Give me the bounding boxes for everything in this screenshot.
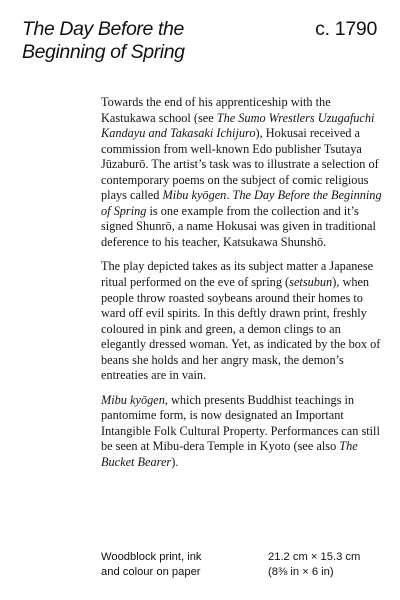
artwork-dimensions-cm: 21.2 cm × 15.3 cm (268, 551, 361, 563)
description-text (101, 95, 382, 480)
paragraph-1-term-mibu-kyogen: Mibu kyōgen (162, 188, 227, 203)
artwork-title-line-2: Beginning of Spring (22, 41, 185, 63)
paragraph-1-text-c: ), Hokusai received a commission from well-known Edo publisher Tsutaya Jūzaburō. The artist’s task was to illustrate a selection of contemporary poems on the subject of comic religious plays called (101, 126, 379, 203)
paragraph-3-term-mibu-kyogen: Mibu kyōgen (101, 392, 165, 407)
paragraph-1-title-reference: The Day Before the Beginning of Spring (101, 188, 382, 218)
artwork-medium-line-2: and colour on paper (101, 566, 201, 578)
artwork-dimensions (268, 550, 388, 580)
artwork-medium (101, 550, 251, 580)
paragraph-3-text-b: , which presents Buddhist teachings in pantomime form, is now designated an Important Intangible Folk Cultural Property. Performances can still be seen at Mibu-dera Temple in Kyoto (see also (101, 392, 380, 454)
artwork-title-line-1: The Day Before the (22, 18, 184, 40)
paragraph-1-text-a: Towards the end of his apprenticeship with the Kastukawa school (see (101, 95, 331, 125)
artwork-title (22, 18, 252, 64)
paragraph-3-text-d: ). (171, 455, 179, 470)
paragraph-2-text-c: ), when people throw roasted soybeans around their homes to ward off evil spirits. In this deftly drawn print, freshly coloured in pink and green, a demon clings to an elegantly dressed woman. Yet, as indicated by the box of beans she holds and her angry mask, the demon’s entreaties are in vain. (101, 275, 381, 383)
artwork-dimensions-in: (8⅜ in × 6 in) (268, 566, 334, 578)
paragraph-2-term-setsubun: setsubun (289, 275, 333, 290)
paragraph-2 (101, 259, 382, 383)
paragraph-3 (101, 393, 382, 471)
paragraph-2-text-a: The play depicted takes as its subject matter a Japanese ritual performed on the eve of spring ( (101, 259, 374, 290)
artwork-medium-line-1: Woodblock print, ink (101, 551, 202, 563)
paragraph-1-text-e: . (226, 188, 233, 203)
paragraph-1-text-g: is one example from the collection and it’s signed Shunrō, a name Hokusai was given in traditional deference to his teacher, Katsukawa Shunshō. (101, 203, 376, 249)
paragraph-1-reference-sumo-wrestlers: The Sumo Wrestlers Uzugafuchi Kandayu and Takasaki Ichijuro (101, 110, 375, 141)
paragraph-1 (101, 95, 382, 250)
artwork-date: c. 1790 (315, 18, 377, 40)
paragraph-3-reference-bucket-bearer: The Bucket Bearer (101, 439, 358, 470)
